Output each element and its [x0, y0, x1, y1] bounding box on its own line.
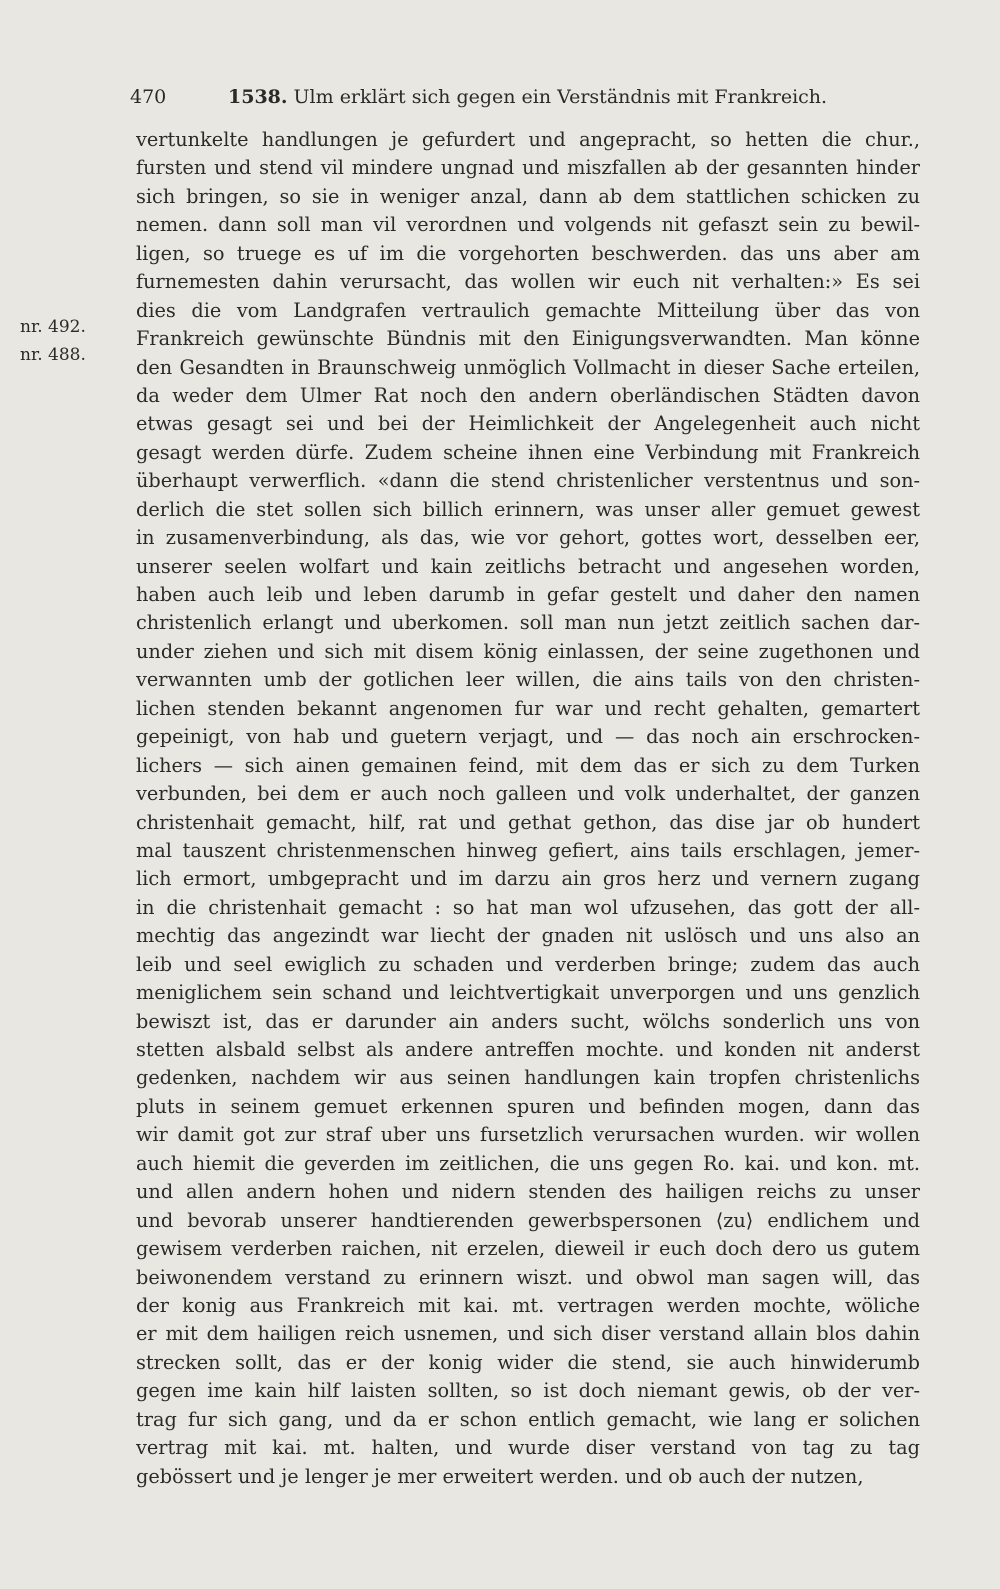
- text-line: beiwonendem verstand zu erinnern wiszt. und obwol man sagen will, das: [136, 1265, 920, 1289]
- text-line: er mit dem hailigen reich usnemen, und sich diser verstand allain blos dahin: [136, 1322, 920, 1346]
- text-line: lichers — sich ainen gemainen feind, mit dem das er sich zu dem Turken: [136, 753, 920, 777]
- text-line: meniglichem sein schand und leichtvertigkait unverporgen und uns genzlich: [136, 981, 920, 1005]
- text-line: sich bringen, so sie in weniger anzal, dann ab dem stattlichen schicken zu: [136, 184, 920, 208]
- text-line: leib und seel ewiglich zu schaden und verderben bringe; zudem das auch: [136, 952, 920, 976]
- text-line: unserer seelen wolfart und kain zeitlichs betracht und angesehen worden,: [136, 554, 920, 578]
- text-line: Frankreich gewünschte Bündnis mit den Einigungsverwandten. Man könne: [136, 327, 920, 351]
- margin-note: nr. 488.: [20, 345, 86, 365]
- header-title: [228, 82, 827, 112]
- text-line: wir damit got zur straf uber uns fursetzlich verursachen wurden. wir wollen: [136, 1123, 920, 1147]
- text-line: mechtig das angezindt war liecht der gnaden nit uslösch und uns also an: [136, 924, 920, 948]
- text-line: strecken sollt, das er der konig wider die stend, sie auch hinwiderumb: [136, 1350, 920, 1374]
- text-line: vertunkelte handlungen je gefurdert und angepracht, so hetten die chur.,: [136, 128, 920, 151]
- text-line: gesagt werden dürfe. Zudem scheine ihnen eine Verbindung mit Frankreich: [136, 440, 920, 464]
- text-line: under ziehen und sich mit disem könig einlassen, der seine zugethonen und: [136, 639, 920, 663]
- text-line: gegen ime kain hilf laisten sollten, so ist doch niemant gewis, ob der ver-: [136, 1379, 920, 1403]
- text-line: gebössert und je lenger je mer erweitert werden. und ob auch der nutzen,: [136, 1464, 864, 1488]
- text-line: derlich die stet sollen sich billich erinnern, was unser aller gemuet gewest: [136, 497, 920, 521]
- text-line: verbunden, bei dem er auch noch galleen und volk underhaltet, der ganzen: [136, 782, 920, 806]
- text-line: lichen stenden bekannt angenomen fur war und recht gehalten, gemartert: [136, 696, 920, 720]
- page-number: 470: [130, 86, 167, 108]
- text-line: der konig aus Frankreich mit kai. mt. vertragen werden mochte, wöliche: [136, 1293, 920, 1317]
- text-line: und allen andern hohen und nidern stenden des hailigen reichs zu unser: [136, 1180, 920, 1204]
- text-line: den Gesandten in Braunschweig unmöglich Vollmacht in dieser Sache erteilen,: [136, 355, 920, 379]
- text-line: stetten alsbald selbst als andere antreffen mochte. und konden nit anderst: [136, 1038, 920, 1061]
- text-line: in die christenhait gemacht : so hat man wol ufzusehen, das gott der all-: [136, 895, 920, 919]
- text-line: pluts in seinem gemuet erkennen spuren und befinden mogen, dann das: [136, 1094, 920, 1118]
- text-line: christenlich erlangt und uberkomen. soll man nun jetzt zeitlich sachen dar-: [136, 611, 920, 635]
- text-line: furnemesten dahin verursacht, das wollen wir euch nit verhalten:» Es sei: [136, 270, 920, 294]
- text-line: gewisem verderben raichen, nit erzelen, dieweil ir euch doch dero us gutem: [136, 1237, 920, 1261]
- text-line: dies die vom Landgrafen vertraulich gemachte Mitteilung über das von: [136, 298, 920, 322]
- text-line: gepeinigt, von hab und guetern verjagt, und — das noch ain erschrocken-: [136, 725, 920, 749]
- header-title-text: Ulm erklärt sich gegen ein Verständnis mit Frankreich.: [293, 86, 828, 108]
- text-line: da weder dem Ulmer Rat noch den andern oberländischen Städten davon: [136, 383, 920, 407]
- header-year: 1538.: [228, 86, 288, 108]
- text-line: nemen. dann soll man vil verordnen und volgends nit gefaszt sein zu bewil-: [136, 213, 920, 237]
- running-header: [130, 82, 930, 112]
- text-line: fursten und stend vil mindere ungnad und miszfallen ab der gesannten hinder: [136, 156, 920, 180]
- text-line: bewiszt ist, das er darunder ain anders sucht, wölchs sonderlich uns von: [136, 1009, 920, 1033]
- text-line: verwannten umb der gotlichen leer willen, die ains tails von den christen-: [136, 668, 920, 692]
- body-text: [136, 126, 920, 1491]
- text-line: etwas gesagt sei und bei der Heimlichkeit der Angelegenheit auch nicht: [136, 412, 920, 436]
- text-line: lich ermort, umbgepracht und im darzu ain gros herz und vernern zugang: [136, 867, 920, 891]
- text-line: haben auch leib und leben darumb in gefar gestelt und daher den namen: [136, 583, 920, 606]
- text-line: in zusamenverbindung, als das, wie vor gehort, gottes wort, desselben eer,: [136, 526, 920, 550]
- text-line: gedenken, nachdem wir aus seinen handlungen kain tropfen christenlichs: [136, 1066, 920, 1090]
- text-line: auch hiemit die geverden im zeitlichen, die uns gegen Ro. kai. und kon. mt.: [136, 1151, 920, 1175]
- text-line: und bevorab unserer handtierenden gewerbspersonen ⟨zu⟩ endlichem und: [136, 1208, 920, 1232]
- text-line: überhaupt verwerflich. «dann die stend christenlicher verstentnus und son-: [136, 469, 920, 493]
- text-line: vertrag mit kai. mt. halten, und wurde diser verstand von tag zu tag: [136, 1436, 920, 1460]
- text-line: mal tauszent christenmenschen hinweg gefiert, ains tails erschlagen, jemer-: [136, 838, 920, 862]
- text-line: christenhait gemacht, hilf, rat und gethat gethon, das dise jar ob hundert: [136, 810, 920, 834]
- text-line: trag fur sich gang, und da er schon entlich gemacht, wie lang er solichen: [136, 1407, 920, 1431]
- text-line: ligen, so truege es uf im die vorgehorten beschwerden. das uns aber am: [136, 241, 920, 265]
- margin-note: nr. 492.: [20, 317, 86, 337]
